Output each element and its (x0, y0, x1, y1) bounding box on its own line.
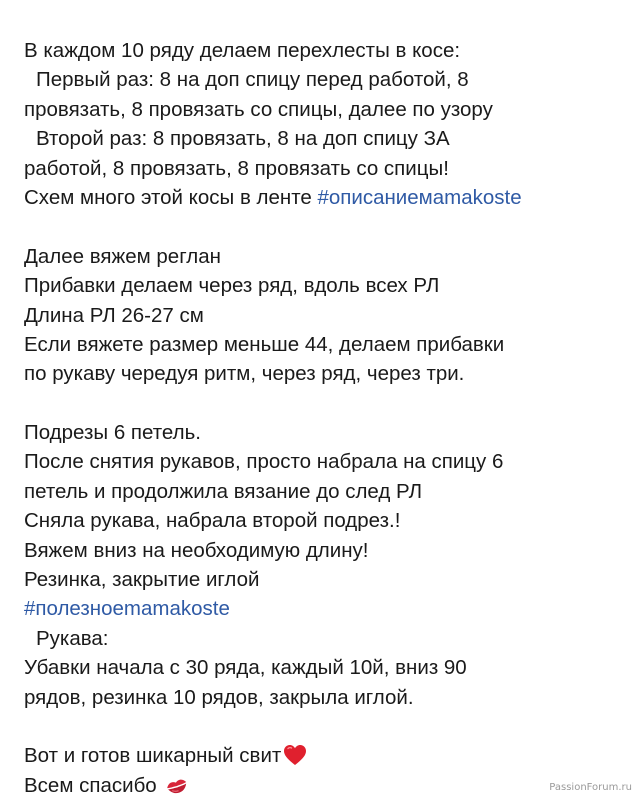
paragraph-gap (24, 212, 624, 241)
paragraph-gap (24, 712, 624, 741)
post-text (24, 36, 624, 800)
post-line: После снятия рукавов, просто набрала на спицу 6 (24, 450, 504, 474)
post-line: Первый раз: 8 на доп спицу перед работой, 8 (36, 68, 469, 92)
post-line: работой, 8 провязать, 8 провязать со спицы! (24, 156, 449, 180)
post-line: Если вяжете размер меньше 44, делаем прибавки (24, 332, 505, 356)
post-line: Далее вяжем реглан (24, 244, 221, 268)
post-line: Вяжем вниз на необходимую длину! (24, 538, 369, 562)
post-line: Резинка, закрытие иглой (24, 568, 260, 592)
paragraph-gap (24, 389, 624, 418)
post-line: по рукаву чередуя ритм, через ряд, через три. (24, 362, 465, 386)
post-line: В каждом 10 ряду делаем перехлесты в косе: (24, 39, 461, 62)
post-line: Сняла рукава, набрала второй подрез.! (24, 509, 401, 533)
post-line (24, 771, 624, 800)
hashtag-link[interactable]: #описаниемamakoste (317, 185, 522, 209)
post-line: петель и продолжила вязание до след РЛ (24, 479, 423, 503)
post-line: Второй раз: 8 провязать, 8 на доп спицу ЗА (36, 127, 450, 151)
post-line: Прибавки делаем через ряд, вдоль всех РЛ (24, 274, 440, 298)
post-line: Длина РЛ 26-27 см (24, 303, 204, 327)
post-line-text: Вот и готов шикарный свит (24, 744, 282, 768)
post-line (24, 741, 624, 770)
post-line-text: Всем спасибо (24, 773, 157, 797)
post-line: рядов, резинка 10 рядов, закрыла иглой. (24, 685, 414, 709)
post-line (24, 183, 624, 212)
hashtag-link[interactable]: #полезноеmamakoste (24, 597, 230, 621)
post-line: провязать, 8 провязать со спицы, далее по узору (24, 97, 493, 121)
post-line-text: Схем много этой косы в ленте (24, 185, 318, 209)
post-line: Рукава: (36, 626, 109, 650)
post-line: Убавки начала с 30 ряда, каждый 10й, вниз 90 (24, 656, 467, 680)
watermark: PassionForum.ru (549, 782, 632, 793)
post-line: Подрезы 6 петель. (24, 421, 201, 445)
kiss-mark-icon (165, 775, 189, 800)
red-heart-icon (283, 744, 307, 774)
post-line (24, 594, 624, 623)
